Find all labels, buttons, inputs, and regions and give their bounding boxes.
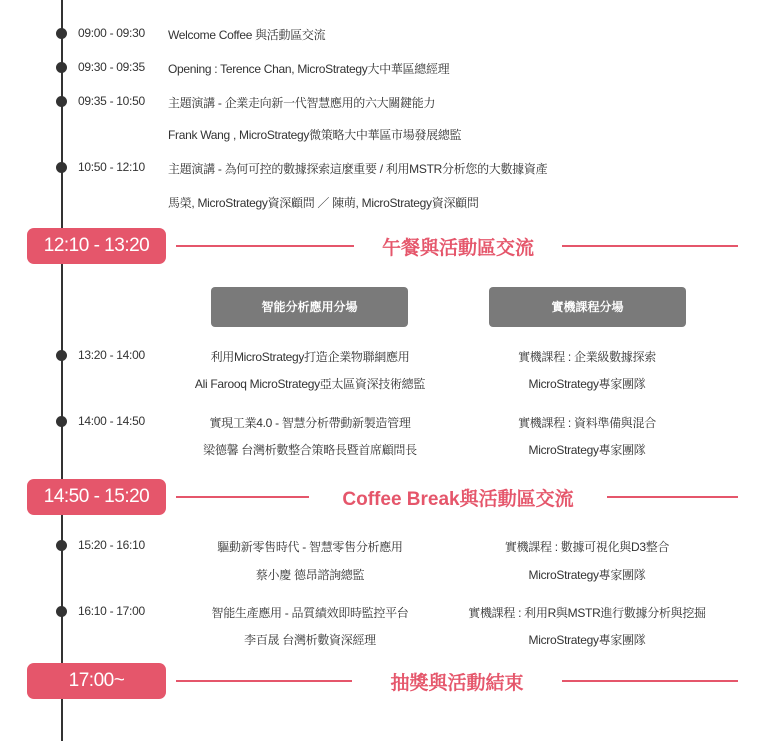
timeline-dot bbox=[56, 540, 67, 551]
timeline-dot bbox=[56, 416, 67, 427]
session-time: 14:00 - 14:50 bbox=[78, 414, 145, 428]
analytics-session-speaker: 梁德馨 台灣析數整合策略長暨首席顧問長 bbox=[203, 443, 417, 457]
break-rule-right bbox=[562, 245, 738, 247]
break-rule-left bbox=[176, 496, 309, 498]
break-title: 午餐與活動區交流 bbox=[381, 238, 534, 259]
session-time: 10:50 - 12:10 bbox=[78, 160, 145, 174]
hands-on-session-speaker: MicroStrategy專家團隊 bbox=[528, 633, 646, 647]
timeline-line bbox=[61, 0, 63, 741]
session-time: 09:35 - 10:50 bbox=[78, 94, 145, 108]
break-time-badge: 17:00~ bbox=[27, 663, 166, 699]
analytics-session-title: 智能生產應用 - 品質績效即時監控平台 bbox=[211, 606, 409, 620]
analytics-session-speaker: 蔡小慶 德昂諮詢總監 bbox=[255, 568, 365, 582]
session-title: 主題演講 - 企業走向新一代智慧應用的六大關鍵能力 bbox=[168, 96, 436, 110]
timeline-dot bbox=[56, 62, 67, 73]
session-time: 13:20 - 14:00 bbox=[78, 348, 145, 362]
analytics-session-title: 實現工業4.0 - 智慧分析帶動新製造管理 bbox=[209, 416, 411, 430]
hands-on-session-speaker: MicroStrategy專家團隊 bbox=[528, 377, 646, 391]
break-title: Coffee Break與活動區交流 bbox=[342, 489, 574, 510]
analytics-session-speaker: 李百晟 台灣析數資深經理 bbox=[244, 633, 376, 647]
break-rule-left bbox=[176, 680, 352, 682]
break-title: 抽獎與活動結束 bbox=[390, 673, 524, 694]
session-title: Opening : Terence Chan, MicroStrategy大中華區總經理 bbox=[168, 62, 450, 76]
timeline-dot bbox=[56, 606, 67, 617]
hands-on-session-speaker: MicroStrategy專家團隊 bbox=[528, 443, 646, 457]
timeline-dot bbox=[56, 96, 67, 107]
analytics-session-title: 利用MicroStrategy打造企業物聯網應用 bbox=[210, 350, 410, 364]
hands-on-session-title: 實機課程 : 利用R與MSTR進行數據分析與挖掘 bbox=[468, 606, 706, 620]
timeline-dot bbox=[56, 28, 67, 39]
analytics-session-speaker: Ali Farooq MicroStrategy亞太區資深技術總監 bbox=[194, 377, 426, 391]
session-speaker: Frank Wang , MicroStrategy微策略大中華區市場發展總監 bbox=[168, 128, 462, 142]
break-rule-right bbox=[562, 680, 738, 682]
hands-on-session-title: 實機課程 : 企業級數據探索 bbox=[518, 350, 656, 364]
session-time: 15:20 - 16:10 bbox=[78, 538, 145, 552]
track-header-analytics: 智能分析應用分場 bbox=[211, 287, 408, 327]
track-header-hands-on: 實機課程分場 bbox=[489, 287, 686, 327]
break-time-badge: 14:50 - 15:20 bbox=[27, 479, 166, 515]
session-title: Welcome Coffee 與活動區交流 bbox=[168, 28, 326, 42]
session-time: 16:10 - 17:00 bbox=[78, 604, 145, 618]
hands-on-session-title: 實機課程 : 數據可視化與D3整合 bbox=[504, 540, 670, 554]
session-time: 09:30 - 09:35 bbox=[78, 60, 145, 74]
session-time: 09:00 - 09:30 bbox=[78, 26, 145, 40]
timeline-dot bbox=[56, 162, 67, 173]
session-speaker: 馬榮, MicroStrategy資深顧問 ／ 陳萌, MicroStrategy資深顧問 bbox=[168, 196, 479, 210]
timeline-dot bbox=[56, 350, 67, 361]
hands-on-session-title: 實機課程 : 資料準備與混合 bbox=[518, 416, 656, 430]
break-rule-left bbox=[176, 245, 354, 247]
session-title: 主題演講 - 為何可控的數據探索這麼重要 / 利用MSTR分析您的大數據資產 bbox=[168, 162, 548, 176]
break-time-badge: 12:10 - 13:20 bbox=[27, 228, 166, 264]
break-rule-right bbox=[607, 496, 738, 498]
hands-on-session-speaker: MicroStrategy專家團隊 bbox=[528, 568, 646, 582]
analytics-session-title: 驅動新零售時代 - 智慧零售分析應用 bbox=[217, 540, 403, 554]
